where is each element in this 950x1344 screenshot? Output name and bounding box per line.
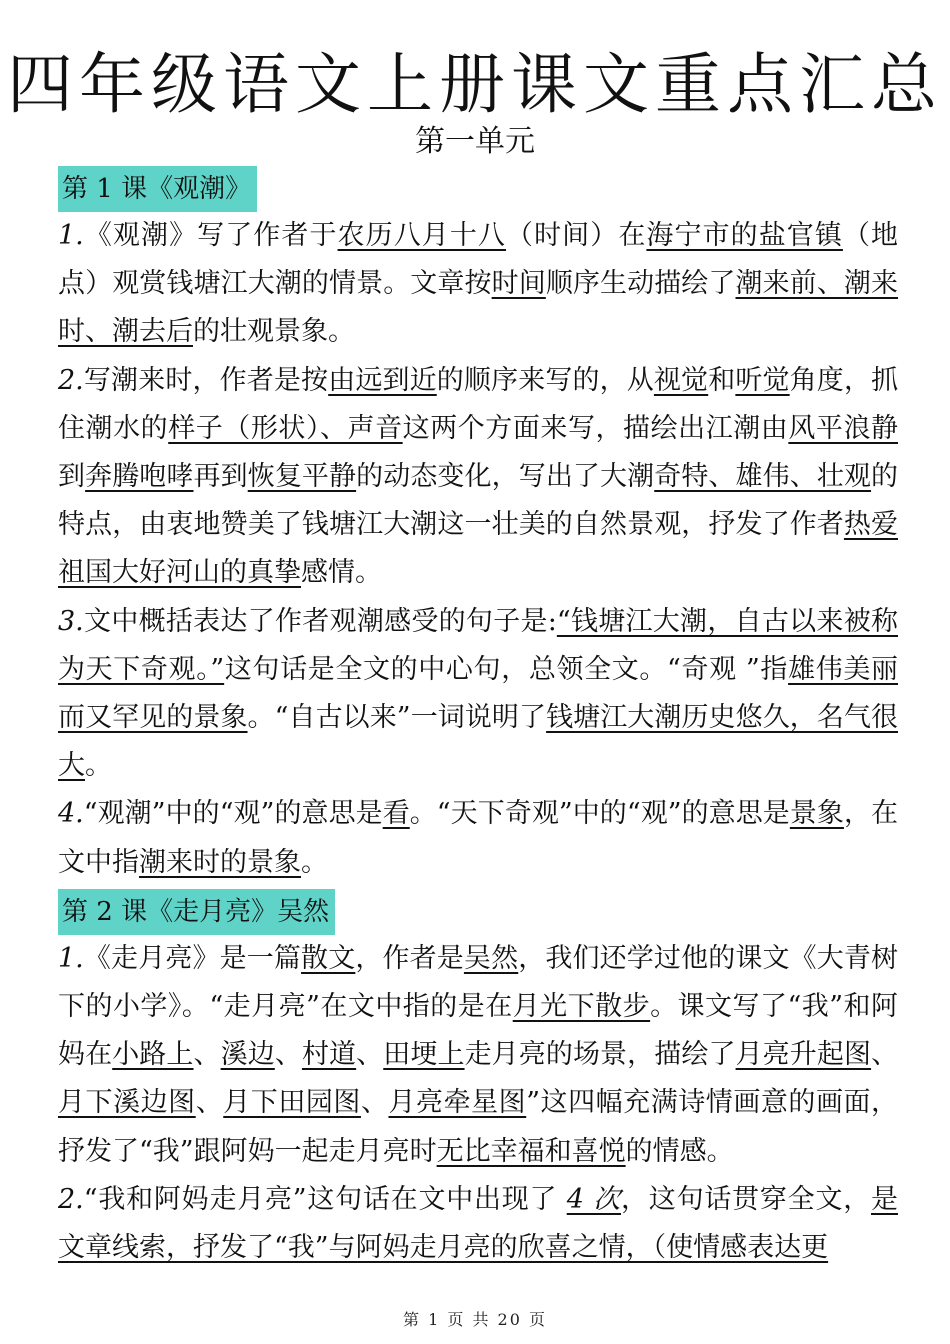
text-segment: 感情。: [301, 557, 382, 589]
key-answer: 奇特、雄伟、壮观: [654, 461, 872, 493]
text-segment: 到: [58, 461, 86, 493]
text-segment: 的特点，由衷地赞美了钱塘江大潮这一壮美的自然景观，抒发了作者: [58, 461, 899, 541]
key-answer: 潮来时的景象: [139, 846, 301, 878]
text-segment: ，作者是: [355, 942, 464, 974]
text-segment: 这两个方面来写，描绘出江潮由: [402, 412, 789, 444]
lesson-point: [58, 212, 898, 357]
unit-heading: 第一单元: [415, 124, 535, 159]
text-segment: 、: [356, 1039, 384, 1071]
text-segment: 、: [193, 1039, 221, 1071]
lesson-heading: 第 2 课《走月亮》吴然: [58, 889, 335, 935]
key-answer: 村道: [301, 1039, 357, 1071]
key-answer: 恢复平静: [247, 461, 357, 493]
point-number: 1.: [58, 220, 84, 251]
text-segment: ，我们还学过他的课文《大青树下的小学》。“走月亮”在文中指的是在: [58, 942, 899, 1023]
point-number: 3.: [58, 605, 84, 637]
lesson-point: [58, 935, 898, 1176]
key-answer: 4 次: [566, 1183, 622, 1215]
key-answer: 无比幸福和喜悦: [436, 1135, 626, 1167]
text-segment: 走月亮的场景，描绘了: [464, 1039, 736, 1071]
key-answer: 月下田园图: [223, 1087, 361, 1119]
text-segment: ，在文中指: [58, 798, 899, 878]
lesson-point: [58, 790, 898, 886]
text-segment: 写潮来时，作者是按: [83, 364, 329, 396]
point-number: 1.: [58, 942, 84, 974]
text-segment: （地点）观赏钱塘江大潮的情景。文章按: [58, 220, 899, 300]
key-answer: 散文: [301, 942, 356, 974]
point-number: 2.: [58, 364, 84, 396]
key-answer: 雄伟美丽而又罕见的景象: [58, 653, 898, 734]
key-answer: 农历八月十八: [337, 220, 507, 251]
lesson-point: [58, 598, 898, 791]
text-segment: 的动态变化，写出了大潮: [356, 461, 655, 493]
text-segment: 、: [871, 1039, 899, 1071]
text-segment: 。: [301, 846, 328, 878]
document-title: 四年级语文上册课文重点汇总: [7, 46, 943, 123]
key-answer: 月亮牵星图: [388, 1087, 527, 1119]
key-answer: 奔腾咆哮: [85, 461, 194, 493]
text-segment: 、: [195, 1087, 224, 1119]
page-footer: 第 1 页 共 20 页: [403, 1310, 547, 1329]
point-number: 4.: [58, 798, 84, 830]
text-segment: 这句话是全文的中心句，总领全文。“奇观 ”指: [224, 653, 789, 685]
text-segment: 、: [360, 1087, 389, 1119]
key-answer: 海宁市的盐官镇: [646, 220, 843, 251]
text-segment: ”这四幅充满诗情画意的画面，抒发了“我”跟阿妈一起走月亮时: [58, 1087, 899, 1167]
key-answer: 小路上: [112, 1039, 194, 1071]
key-answer: 是文章线索，抒发了“我”与阿妈走月亮的欣喜之情，（使情感表达更: [58, 1183, 898, 1264]
text-segment: 角度，抓住潮水的: [58, 364, 899, 444]
text-segment: 。: [85, 750, 112, 782]
key-answer: 溪边: [220, 1039, 275, 1071]
text-segment: 和: [708, 364, 736, 396]
text-segment: 的顺序来写的，从: [436, 364, 654, 396]
key-answer: 月亮升起图: [735, 1039, 872, 1071]
text-segment: 。“天下奇观”中的“观”的意思是: [409, 798, 790, 830]
key-answer: 月下溪边图: [58, 1087, 196, 1119]
key-answer: 时间: [491, 268, 546, 300]
text-segment: 的情感。: [625, 1135, 734, 1167]
text-segment: 《走月亮》是一篇: [83, 942, 302, 974]
key-answer: 热爱祖国大好河山的真挚: [58, 509, 899, 589]
text-segment: ，这句话贯穿全文，: [621, 1183, 871, 1215]
text-segment: 再到: [193, 461, 248, 493]
key-answer: 视觉: [653, 364, 709, 396]
point-number: 2.: [58, 1183, 84, 1215]
lesson-point: [58, 1176, 898, 1272]
lesson-heading: 第 1 课《观潮》: [58, 166, 257, 212]
text-segment: 《观潮》写了作者于: [83, 220, 338, 251]
key-answer: 看: [382, 798, 410, 830]
text-segment: （时间）在: [506, 220, 647, 251]
document-body: [58, 164, 898, 1272]
key-answer: 样子（形状）、声音: [168, 412, 403, 444]
key-answer: 由远到近: [328, 364, 437, 396]
text-segment: “我和阿妈走月亮”这句话在文中出现了: [83, 1183, 567, 1215]
key-answer: 听觉: [735, 364, 790, 396]
key-answer: 田埂上: [383, 1039, 465, 1071]
key-answer: 月光下散步: [512, 991, 651, 1023]
key-answer: “钱塘江大潮，自古以来被称为天下奇观。”: [58, 605, 898, 685]
text-segment: “观潮”中的“观”的意思是: [83, 798, 383, 830]
key-answer: 风平浪静: [788, 412, 899, 444]
text-segment: 。课文写了“我”和阿妈在: [58, 991, 898, 1071]
text-segment: 顺序生动描绘了: [545, 268, 736, 300]
lesson-point: [58, 357, 898, 598]
key-answer: 景象: [789, 798, 844, 830]
key-answer: 潮来前、潮来时、潮去后: [58, 268, 899, 348]
text-segment: 、: [274, 1039, 302, 1071]
key-answer: 吴然: [463, 942, 519, 974]
key-answer: 钱塘江大潮历史悠久，名气很大: [58, 702, 899, 782]
text-segment: 的壮观景象。: [193, 316, 355, 348]
text-segment: 。“自古以来”一词说明了: [247, 702, 547, 734]
text-segment: 文中概括表达了作者观潮感受的句子是:: [83, 605, 557, 637]
